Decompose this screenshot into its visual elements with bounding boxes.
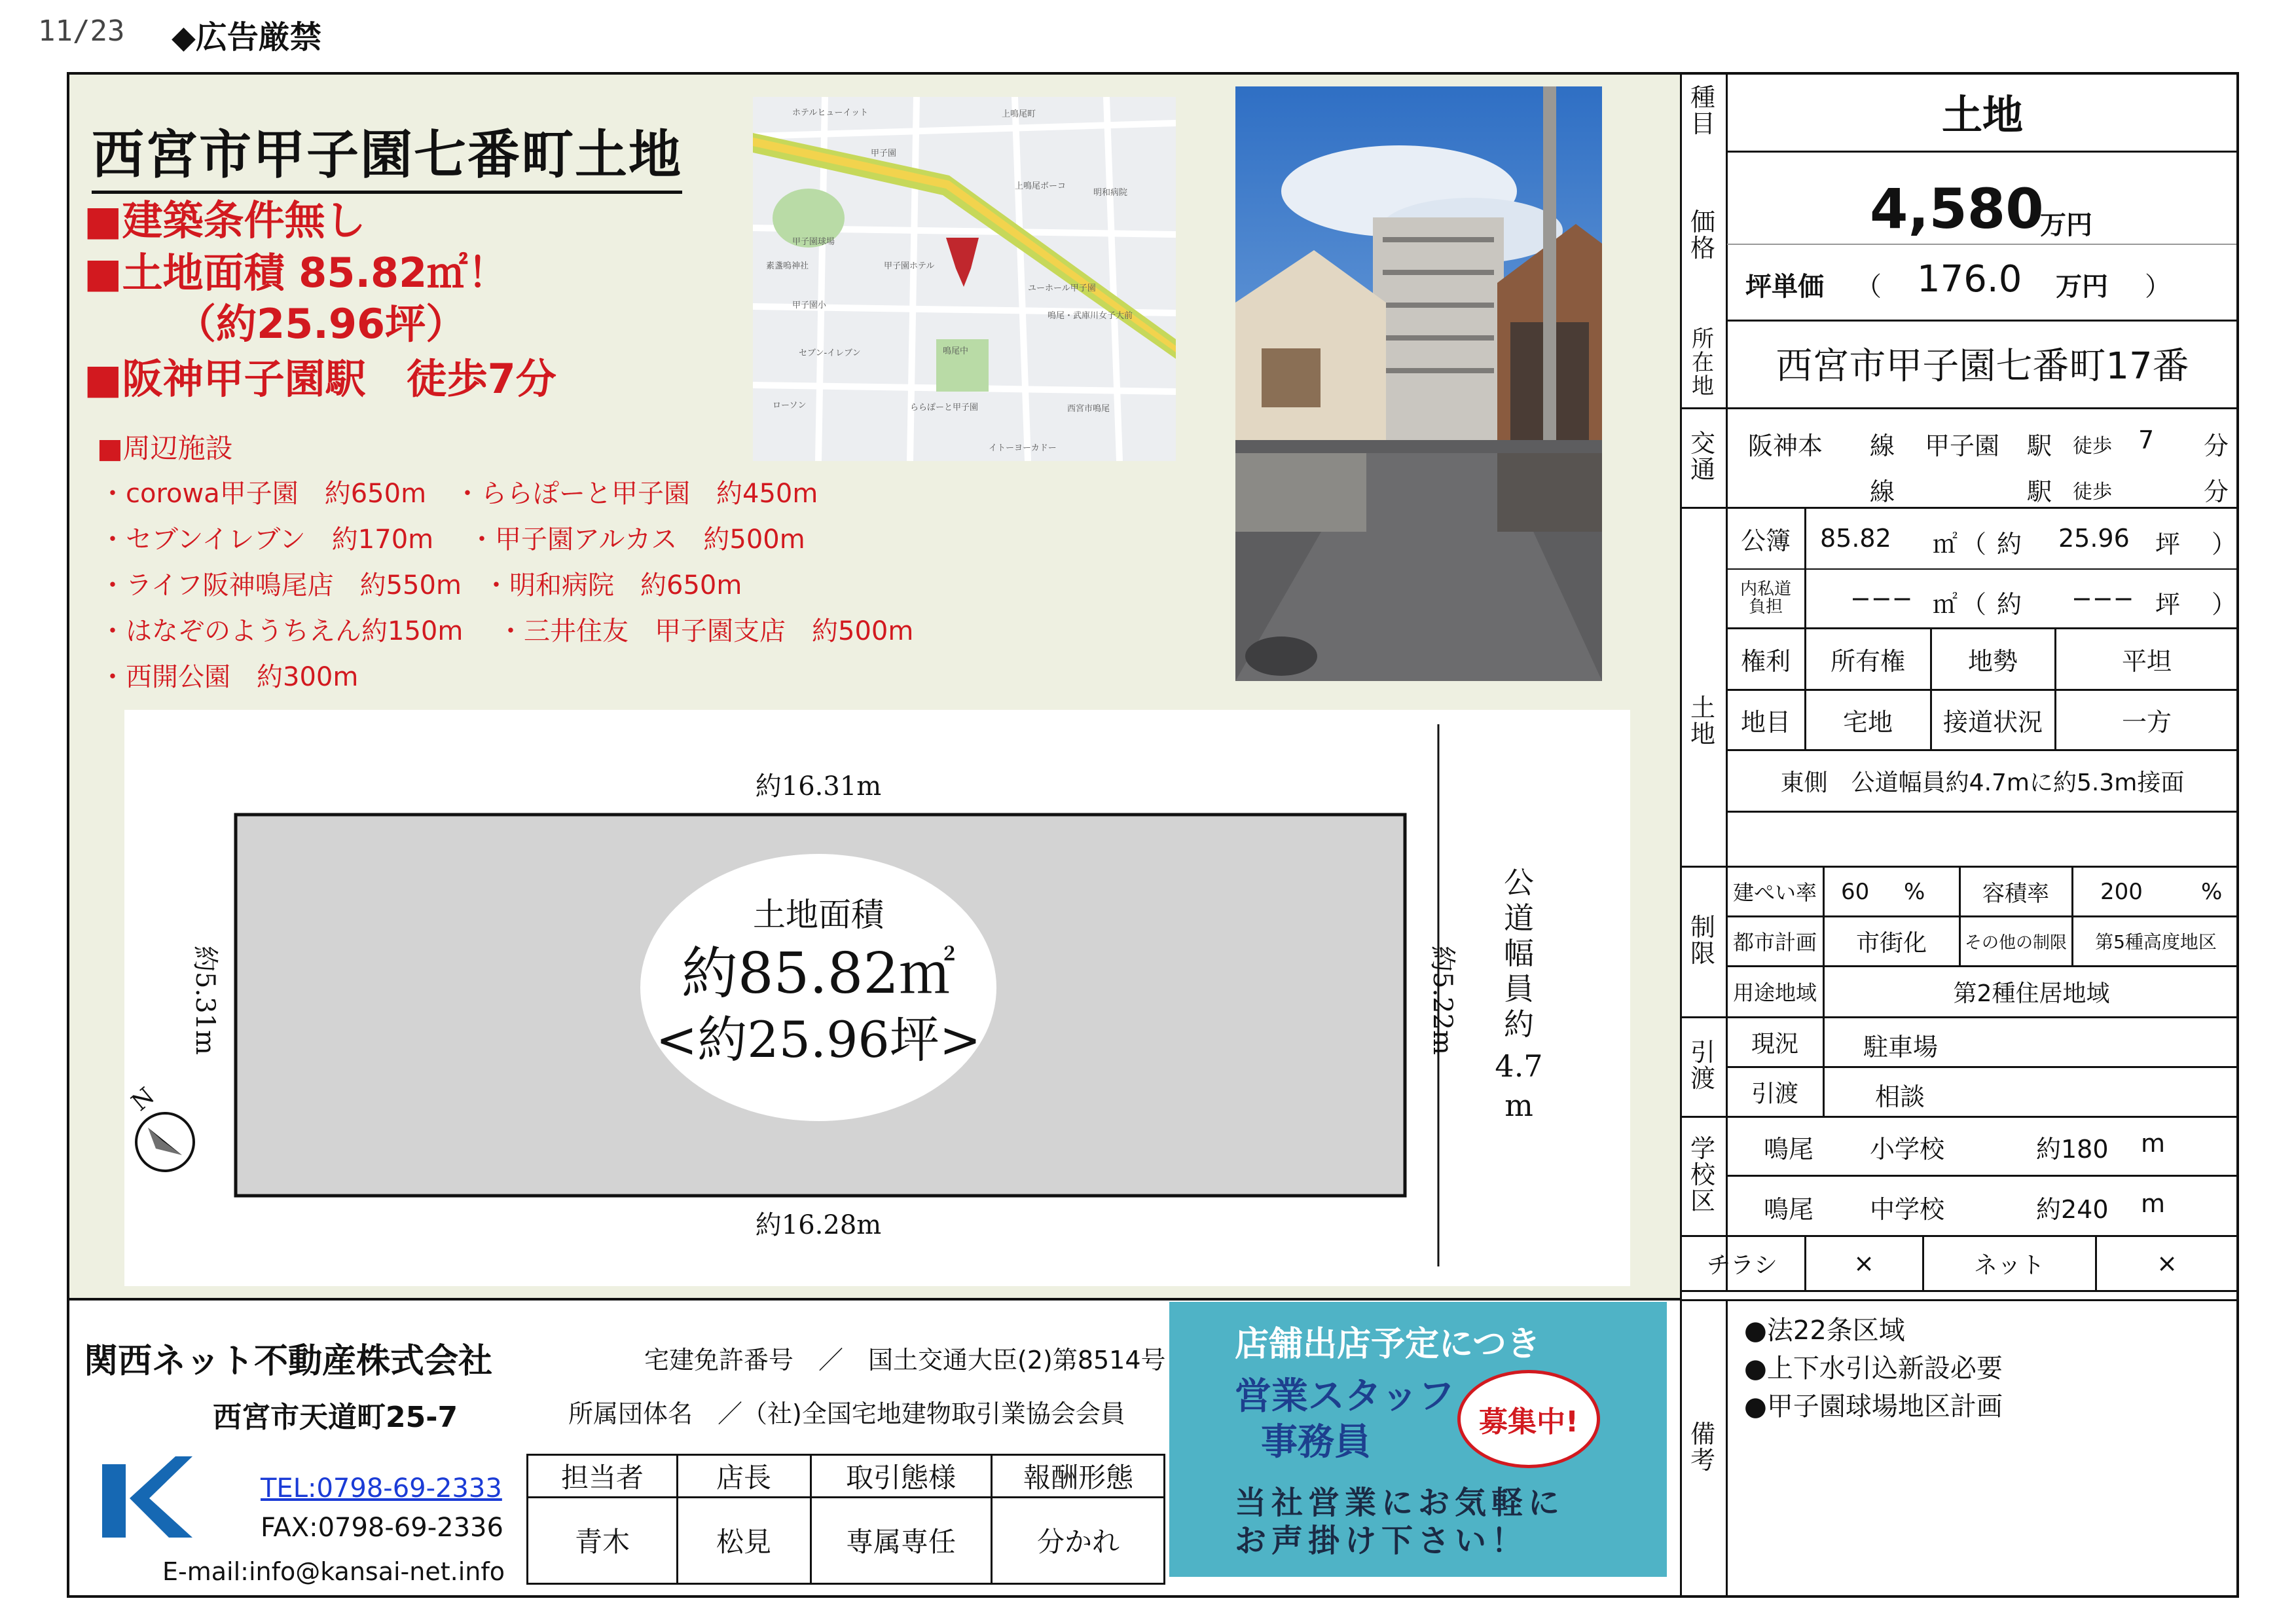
page-title: 西宮市甲子園七番町土地 <box>92 113 682 194</box>
registry-sqm: 85.82 <box>1820 524 1891 553</box>
handover-label: 引渡 <box>1690 1038 1715 1093</box>
transport2-line-suffix: 線 <box>1870 477 1895 506</box>
association: 所属団体名 ／（社)全国宅地建物取引業協会会員 <box>568 1399 1125 1428</box>
registry-tsubo: 25.96 <box>2058 524 2130 553</box>
coverage-value: 60 <box>1841 879 1870 905</box>
transport2-walk: 徒歩 <box>2073 481 2112 504</box>
coverage-label: 建ぺい率 <box>1732 880 1817 905</box>
transport2-min-unit: 分 <box>2204 477 2229 506</box>
kind-value: 土地 <box>1941 90 2023 139</box>
elem-name: 鳴尾 <box>1764 1135 1814 1164</box>
tel-link[interactable]: TEL:0798-69-2333 <box>261 1473 502 1504</box>
elem-type: 小学校 <box>1870 1135 1945 1164</box>
edge-left: 約5.31m <box>190 946 220 1055</box>
footer-divider <box>67 1298 1681 1301</box>
landcat-label: 地目 <box>1740 707 1791 737</box>
terrain-value: 平坦 <box>2121 646 2172 676</box>
nearby-item: ・ライフ阪神鳴尾店 約550m <box>100 570 462 600</box>
unit-price-label: 坪単価 <box>1745 272 1824 302</box>
map-label: 上鳴尾町 <box>1002 109 1036 119</box>
map-label: ららぽーと甲子園 <box>910 403 979 413</box>
remark-item: ●甲子園球場地区計画 <box>1744 1392 2003 1422</box>
private-road-paren: （ <box>1961 590 1987 619</box>
unit-price-value: 176.0 <box>1917 258 2022 301</box>
restrict-label: 制限 <box>1690 913 1715 968</box>
jh-type: 中学校 <box>1870 1195 1945 1224</box>
edge-right: 約5.22m <box>1427 946 1457 1055</box>
location-value: 西宮市甲子園七番町17番 <box>1776 345 2189 388</box>
location-label: 所在地 <box>1692 326 1714 399</box>
transport-label: 交通 <box>1690 429 1715 484</box>
map-label: ユーホール甲子園 <box>1028 284 1096 293</box>
private-road-label: 内私道負担 <box>1740 579 1791 617</box>
staff-header: 取引態様 <box>845 1462 956 1494</box>
map-label: 素盞嗚神社 <box>766 261 809 271</box>
net-label: ネット <box>1973 1251 2045 1279</box>
highlight-tsubo: （約25.96坪） <box>175 300 467 348</box>
price-value: 4,580 <box>1870 177 2044 241</box>
staff-value: 分かれ <box>1036 1526 1120 1558</box>
nearby-item: ・甲子園アルカス 約500m <box>469 525 805 555</box>
edge-bottom: 約16.28m <box>755 1210 882 1240</box>
map-label: ローソン <box>773 401 807 411</box>
city-plan-label: 都市計画 <box>1732 930 1817 955</box>
recruit-line3: 事務員 <box>1261 1421 1371 1464</box>
highlight-conditions: ■建築条件無し <box>84 196 366 244</box>
svg-text:約: 約 <box>1504 1006 1534 1042</box>
jh-name: 鳴尾 <box>1764 1195 1814 1224</box>
map-label: 鳴尾中 <box>943 346 969 356</box>
far-label: 容積率 <box>1982 880 2049 907</box>
transport-line: 阪神本 <box>1748 432 1823 460</box>
highlight-station: ■阪神甲子園駅 徒歩7分 <box>84 355 556 403</box>
private-road-paren-close: ） <box>2212 590 2237 619</box>
jh-dist: 約240 <box>2036 1195 2109 1224</box>
area-tsubo: <約25.96坪> <box>655 1010 981 1069</box>
nearby-item: ・三井住友 甲子園支店 約500m <box>498 616 914 646</box>
nearby-item: ・ららぽーと甲子園 約450m <box>454 479 818 509</box>
terrain-label: 地勢 <box>1967 646 2018 676</box>
staff-value: 青木 <box>574 1526 630 1558</box>
staff-header: 担当者 <box>560 1462 644 1494</box>
staff-value: 松見 <box>716 1526 771 1558</box>
map-label: イトーヨーカドー <box>989 443 1057 453</box>
company-address: 西宮市天道町25-7 <box>213 1401 458 1434</box>
road-width: 4.7 <box>1495 1048 1543 1084</box>
price-unit: 万円 <box>2040 210 2092 240</box>
nearby-item: ・corowa甲子園 約650m <box>100 479 427 509</box>
private-road-tsubo: −−− <box>2071 584 2134 613</box>
registry-paren-close: ） <box>2212 530 2237 559</box>
transport-min-unit: 分 <box>2204 432 2229 460</box>
transport-station-suffix: 駅 <box>2027 432 2052 460</box>
transport-minutes: 7 <box>2138 426 2155 454</box>
road-unit: m <box>1504 1088 1533 1123</box>
map-label: 甲子園小 <box>792 301 827 310</box>
ad-notice: ◆広告厳禁 <box>172 19 321 56</box>
map-label: 甲子園 <box>871 149 897 158</box>
far-pct: % <box>2201 879 2223 905</box>
registry-sqm-unit: ㎡ <box>1933 530 1958 559</box>
registry-label: 公簿 <box>1740 526 1791 555</box>
city-plan-value: 市街化 <box>1855 929 1927 957</box>
elem-unit: m <box>2141 1129 2166 1158</box>
private-road-sqm: −−− <box>1850 584 1913 613</box>
staff-table <box>526 1454 1165 1585</box>
nearby-item: ・はなぞのようちえん約150m <box>100 616 464 646</box>
private-road-approx: 約 <box>1997 590 2022 619</box>
nearby-heading: ■周辺施設 <box>97 432 233 464</box>
road-note: 東側 公道幅員約4.7mに約5.3m接面 <box>1780 769 2185 796</box>
nearby-item: ・明和病院 約650m <box>483 570 742 600</box>
transport2-station-suffix: 駅 <box>2027 477 2052 506</box>
map-label: セブン-イレブン <box>799 348 861 358</box>
landcat-value: 宅地 <box>1842 707 1893 737</box>
transport-station: 甲子園 <box>1925 432 2000 460</box>
current-value: 駐車場 <box>1863 1033 1939 1061</box>
company-logo-icon <box>97 1451 195 1545</box>
zoning-value: 第2種住居地域 <box>1953 980 2110 1007</box>
jh-unit: m <box>2141 1189 2166 1218</box>
staff-value: 専属専任 <box>845 1526 956 1558</box>
private-road-tsubo-unit: 坪 <box>2155 590 2181 619</box>
svg-text:幅: 幅 <box>1504 936 1534 971</box>
delivery-value: 相談 <box>1875 1082 1925 1111</box>
delivery-label: 引渡 <box>1751 1080 1798 1107</box>
unit-price-unit: 万円 <box>2056 272 2108 302</box>
map-label: ホテルヒューイット <box>792 108 869 118</box>
registry-paren: （ <box>1961 530 1987 559</box>
recruit-banner <box>1169 1302 1667 1577</box>
road-status-value: 一方 <box>2121 707 2172 737</box>
private-road-sqm-unit: ㎡ <box>1933 590 1958 619</box>
transport-line-suffix: 線 <box>1870 432 1895 460</box>
nearby-item: ・セブンイレブン 約170m <box>100 525 434 555</box>
road-status-label: 接道状況 <box>1942 707 2043 737</box>
nearby-item: ・西開公園 約300m <box>100 662 359 692</box>
remark-item: ●上下水引込新設必要 <box>1744 1354 2003 1384</box>
net-value: × <box>2157 1249 2178 1278</box>
fax-number: FAX:0798-69-2336 <box>261 1513 503 1543</box>
recruit-badge: 募集中! <box>1457 1370 1600 1468</box>
coverage-pct: % <box>1904 879 1925 905</box>
zoning-label: 用途地域 <box>1732 980 1817 1005</box>
map-label: 甲子園球場 <box>792 237 835 247</box>
page-number: 11/23 <box>38 14 125 48</box>
rights-label: 権利 <box>1740 646 1791 676</box>
highlight-area: ■土地面積 85.82㎡！ <box>84 249 509 297</box>
recruit-line5: お声掛け下さい！ <box>1235 1522 1529 1559</box>
svg-text:道: 道 <box>1504 900 1534 936</box>
transport-walk: 徒歩 <box>2073 435 2112 458</box>
rights-value: 所有権 <box>1830 646 1905 676</box>
svg-text:公: 公 <box>1504 865 1534 900</box>
edge-top: 約16.31m <box>755 771 882 802</box>
flyer-value: × <box>1853 1249 1874 1278</box>
company-name: 関西ネット不動産株式会社 <box>84 1342 493 1381</box>
recruit-line1: 店舗出店予定につき <box>1235 1325 1540 1364</box>
license-number: 宅建免許番号 ／ 国土交通大臣(2)第8514号 <box>644 1346 1166 1375</box>
current-label: 現況 <box>1751 1030 1798 1058</box>
school-label: 学校区 <box>1690 1134 1715 1215</box>
far-value: 200 <box>2100 879 2143 905</box>
other-restrict-value: 第5種高度地区 <box>2095 931 2217 953</box>
email-address: E-mail:info@kansai-net.info <box>162 1557 505 1586</box>
recruit-line4: 当社営業にお気軽に <box>1235 1485 1565 1521</box>
recruit-line2: 営業スタッフ <box>1235 1375 1455 1418</box>
flyer-label: チラシ <box>1706 1251 1777 1279</box>
unit-price-open: （ <box>1855 272 1882 302</box>
area-label: 土地面積 <box>753 896 884 934</box>
north-label: N <box>126 1082 160 1116</box>
price-label: 価格 <box>1690 208 1715 263</box>
staff-header: 店長 <box>716 1462 771 1494</box>
kind-label: 種目 <box>1690 83 1715 138</box>
registry-tsubo-unit: 坪 <box>2155 530 2181 559</box>
map-label: 西宮市鳴尾 <box>1067 404 1110 414</box>
remarks-label: 備考 <box>1690 1420 1715 1475</box>
svg-text:員: 員 <box>1504 971 1534 1006</box>
area-sqm: 約85.82㎡ <box>681 941 956 1006</box>
map-label: 明和病院 <box>1093 188 1128 198</box>
elem-dist: 約180 <box>2036 1135 2109 1164</box>
map-label: 鳴尾・武庫川女子大前 <box>1048 311 1133 321</box>
registry-approx: 約 <box>1997 530 2022 559</box>
other-restrict-label: その他の制限 <box>1964 932 2067 953</box>
map-label: 上鳴尾ボーコ <box>1015 181 1066 191</box>
land-label: 土地 <box>1690 693 1715 748</box>
remark-item: ●法22条区域 <box>1744 1316 1905 1346</box>
staff-header: 報酬形態 <box>1023 1462 1133 1494</box>
unit-price-close: ） <box>2145 272 2171 302</box>
map-label: 甲子園ホテル <box>884 261 935 271</box>
